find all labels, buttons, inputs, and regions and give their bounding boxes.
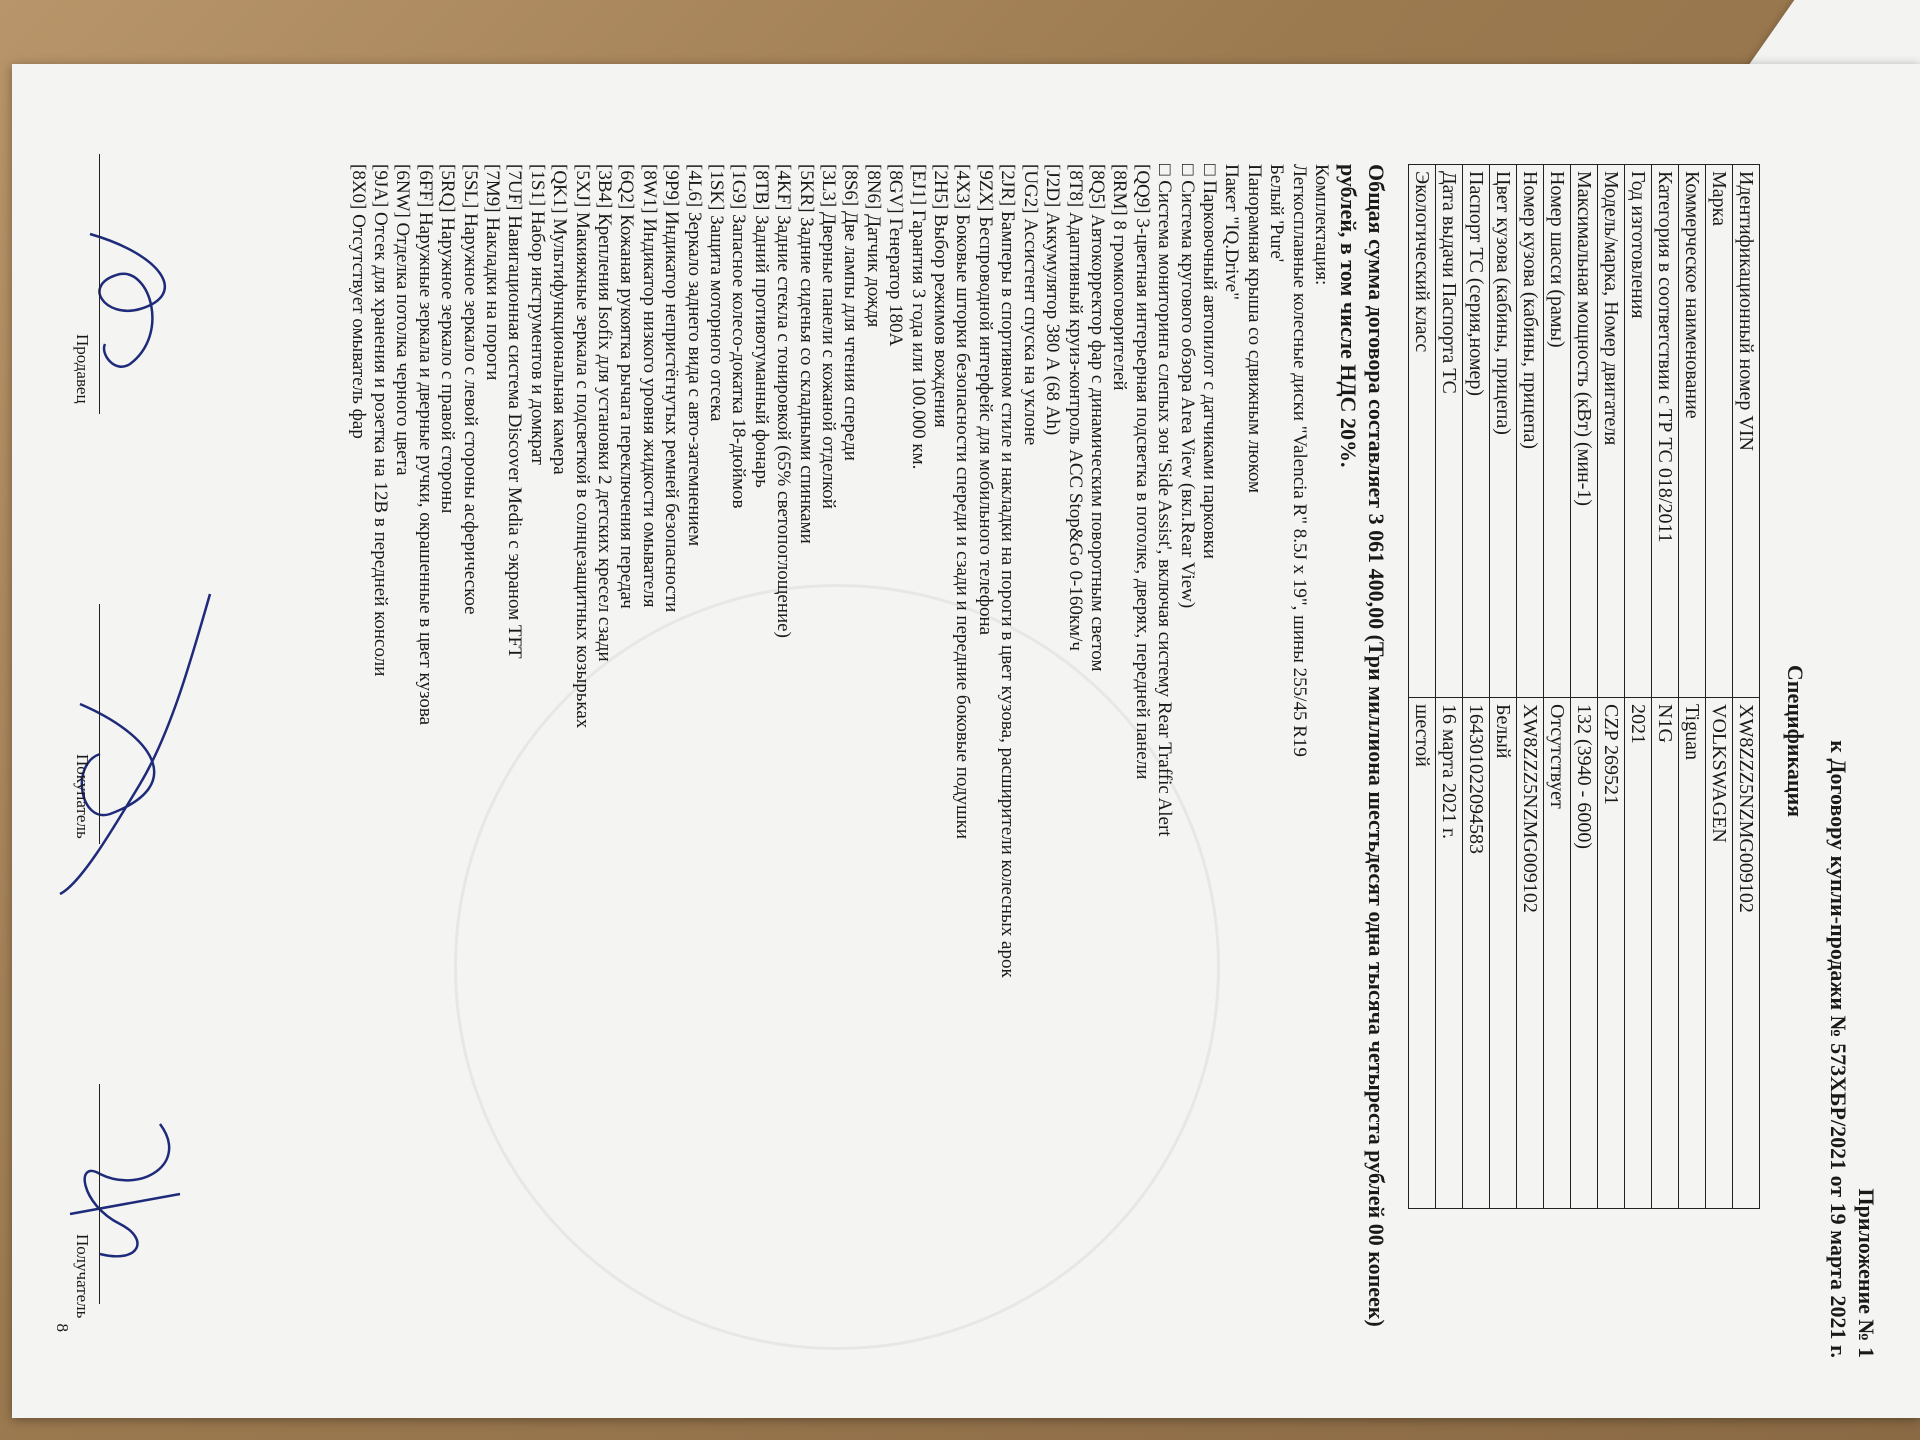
equipment-item: [5RQ] Наружное зеркало с правой стороны <box>437 164 459 514</box>
spec-key: Коммерческое наименование <box>1679 165 1706 698</box>
equipment-item: □ Парковочный автопилот с датчиками парковки <box>1198 164 1220 559</box>
equipment-item: [3L3] Дверные панели с кожаной отделкой <box>818 164 840 509</box>
equipment-item: [QQ9] 3-цветная интерьерная подсветка в потолке, дверях, передней панели <box>1131 164 1153 780</box>
contract-total: Общая сумма договора составляет 3 061 400,00 (Три миллиона шестьдесят одна тысяча четыреста рублей 00 копеек) рублей, в том числе НДС 20%. <box>1336 164 1389 1327</box>
document-page <box>12 64 1920 1418</box>
spec-row <box>1598 165 1625 1209</box>
equipment-item: [6Q2] Кожаная рукоятка рычага переключения передач <box>616 164 638 609</box>
equipment-item: Легкосплавные колесные диски "Valencia R" 8.5J x 19", шины 255/45 R19 <box>1288 164 1310 757</box>
spec-row <box>1625 165 1652 1209</box>
equipment-item: [4X3] Боковые шторки безопасности спереди и сзади и передние боковые подушки <box>952 164 974 840</box>
spec-key: Номер шасси (рамы) <box>1544 165 1571 698</box>
spec-table <box>1408 164 1760 1209</box>
spec-key: Максимальная мощность (кВт) (мин-1) <box>1571 165 1598 698</box>
spec-key: Год изготовления <box>1625 165 1652 698</box>
equipment-item: [EJ1] Гарантия 3 года или 100.000 км. <box>907 164 929 470</box>
recipient-label: Получатель <box>73 1234 92 1319</box>
equipment-item: [QK1] Мультифункциональная камера <box>549 164 571 475</box>
spec-key: Номер кузова (кабины, прицепа) <box>1517 165 1544 698</box>
equipment-item: [2JR] Бамперы в спортивном стиле и накладки на пороги в цвет кузова, расширители колесных арок <box>997 164 1019 978</box>
equipment-item: [1SK] Защита моторного отсека <box>706 164 728 422</box>
document-sheet <box>12 64 1920 1418</box>
equipment-item: [1S1] Набор инструментов и домкрат <box>526 164 548 465</box>
equipment-item: [9JA] Отсек для хранения и розетка на 12В в передней консоли <box>369 164 391 677</box>
spec-row <box>1652 165 1679 1209</box>
spec-value: N1G <box>1652 698 1679 1209</box>
equipment-item: [7UF] Навигационная система Discover Media с экраном TFT <box>504 164 526 659</box>
spec-row <box>1679 165 1706 1209</box>
equipment-item: [8T8] Адаптивный круиз-контроль ACC Stop&Go 0-160км/ч <box>1064 164 1086 651</box>
equipment-item: [7M9] Накладки на пороги <box>481 164 503 381</box>
spec-row <box>1733 165 1760 1209</box>
equipment-item: [6NW] Отделка потолка черного цвета <box>392 164 414 476</box>
spec-value: 2021 <box>1625 698 1652 1209</box>
spec-row <box>1544 165 1571 1209</box>
equipment-item: [6FF] Наружные зеркала и дверные ручки, окрашенные в цвет кузова <box>414 164 436 726</box>
page-number: 8 <box>53 1323 72 1332</box>
spec-value: CZP 269521 <box>1598 698 1625 1209</box>
equipment-item: [8X0] Отсутствует омыватель фар <box>347 164 369 439</box>
equipment-item: [J2D] Аккумулятор 380 А (68 Ah) <box>1042 164 1064 436</box>
spec-key: Паспорт ТС (серия,номер) <box>1463 165 1490 698</box>
spec-title: Спецификация <box>1783 664 1808 818</box>
spec-row <box>1517 165 1544 1209</box>
equipment-item: [8N6] Датчик дождя <box>862 164 884 328</box>
spec-key: Модель/марка, Номер двигателя <box>1598 165 1625 698</box>
equipment-item: Пакет "IQ.Drive" <box>1221 164 1243 300</box>
spec-row <box>1490 165 1517 1209</box>
spec-value: 16 марта 2021 г. <box>1436 698 1463 1209</box>
seller-signature-line <box>99 154 100 414</box>
equipment-item: [4KF] Задние стекла с тонировкой (65% светопоглощение) <box>773 164 795 638</box>
seller-label: Продавец <box>73 334 92 404</box>
spec-key: Дата выдачи Паспорта ТС <box>1436 165 1463 698</box>
appendix-number: Приложение № 1 <box>1854 1188 1879 1358</box>
equipment-item: [3B4] Крепления Isofix для установки 2 детских кресел сзади <box>594 164 615 662</box>
signature-area <box>20 64 220 1418</box>
equipment-item: [4L6] Зеркало заднего вида с авто-затемнением <box>683 164 705 547</box>
spec-value: Отсутствует <box>1544 698 1571 1209</box>
spec-row <box>1409 165 1436 1209</box>
recipient-signature-line <box>99 1084 100 1304</box>
equipment-list <box>346 164 1332 1364</box>
spec-row <box>1571 165 1598 1209</box>
spec-key: Экологический класс <box>1409 165 1436 698</box>
equipment-item: [UG2] Ассистент спуска на уклоне <box>1019 164 1041 446</box>
buyer-signature <box>50 584 230 904</box>
equipment-item: □ Система кругового обзора Area View (вкл.Rear View) <box>1176 164 1198 609</box>
buyer-label: Покупатель <box>73 754 92 839</box>
spec-value: Белый <box>1490 698 1517 1209</box>
equipment-item: Белый 'Pure' <box>1266 164 1288 263</box>
spec-key: Идентификационный номер VIN <box>1733 165 1760 698</box>
equipment-item: [8Q5] Автокорректор фар с динамическим поворотным светом <box>1086 164 1108 672</box>
spec-value: 164301022094583 <box>1463 698 1490 1209</box>
equipment-item: [1G9] Запасное колесо-докатка 18-дюймов <box>728 164 750 509</box>
buyer-signature-line <box>99 604 100 844</box>
spec-value: 132 (3940 - 6000) <box>1571 698 1598 1209</box>
spec-row <box>1436 165 1463 1209</box>
spec-value: XW8ZZZ5NZMG009102 <box>1733 698 1760 1209</box>
spec-key: Категория в соответствии с ТР ТС 018/2011 <box>1652 165 1679 698</box>
equipment-item: [8GV] Генератор 180А <box>885 164 907 347</box>
equipment-title: Комплектация: <box>1311 164 1332 286</box>
spec-key: Цвет кузова (кабины, прицепа) <box>1490 165 1517 698</box>
spec-row <box>1463 165 1490 1209</box>
spec-value: VOLKSWAGEN <box>1706 698 1733 1209</box>
equipment-item: Панорамная крыша со сдвижным люком <box>1243 164 1265 494</box>
equipment-item: [9ZX] Беспроводной интерфейс для мобильного телефона <box>974 164 996 636</box>
appendix-contract-ref: к Договору купли-продажи № 573ХБР/2021 от 19 марта 2021 г. <box>1826 740 1851 1358</box>
appendix-header <box>1824 740 1880 1358</box>
equipment-item: [8W1] Индикатор низкого уровня жидкости омывателя <box>638 164 660 608</box>
equipment-item: [8S6] Две лампы для чтения спереди <box>840 164 862 461</box>
spec-value: шестой <box>1409 698 1436 1209</box>
equipment-item: □ Система мониторинга слепых зон 'Side Assist', включая систему Rear Traffic Alert <box>1154 164 1176 837</box>
spec-key: Марка <box>1706 165 1733 698</box>
spec-value: XW8ZZZ5NZMG009102 <box>1517 698 1544 1209</box>
equipment-item: [9P9] Индикатор непристёгнутых ремней безопасности <box>661 164 683 613</box>
equipment-item: [2H5] Выбор режимов вождения <box>930 164 952 428</box>
equipment-item: [8RM] 8 громкоговорителей <box>1109 164 1131 391</box>
equipment-item: [5KR] Задние сиденья со складными спинками <box>795 164 817 544</box>
equipment-item: [8TB] Задний противотуманный фонарь <box>750 164 772 488</box>
spec-row <box>1706 165 1733 1209</box>
equipment-item: [5SL] Наружное зеркало с левой стороны асферическое <box>459 164 481 615</box>
spec-value: Tiguan <box>1679 698 1706 1209</box>
equipment-item: [5XJ] Макияжные зеркала с подсветкой в солнцезащитных козырьках <box>571 164 593 729</box>
